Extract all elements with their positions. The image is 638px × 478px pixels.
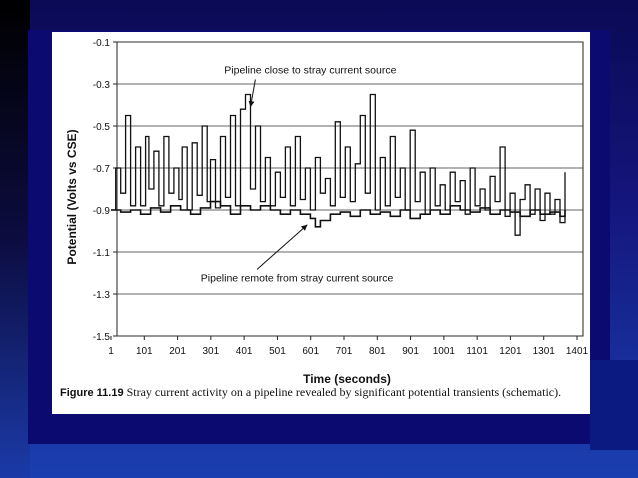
x-tick-label-5: 501 bbox=[269, 346, 286, 357]
y-tick-label-2: -0.5 bbox=[92, 122, 110, 133]
caption-label: Figure 11.19 bbox=[60, 387, 124, 399]
annotation-text-0: Pipeline close to stray current source bbox=[224, 64, 397, 77]
y-tick-label-6: -1.3 bbox=[92, 290, 110, 301]
caption-text: Stray current activity on a pipeline revealed by significant potential transients (schematic). bbox=[123, 385, 562, 399]
y-axis-label: Potential (Volts vs CSE) bbox=[65, 129, 79, 265]
series-line-1 bbox=[111, 202, 565, 227]
x-tick-label-2: 201 bbox=[169, 346, 186, 357]
figure-caption bbox=[60, 386, 585, 400]
x-tick-label-14: 1401 bbox=[565, 346, 589, 357]
y-tick-label-0: -0.1 bbox=[92, 38, 110, 49]
x-tick-label-0: 1 bbox=[108, 346, 114, 357]
y-tick-label-1: -0.3 bbox=[92, 80, 110, 91]
annotation-text-1: Pipeline remote from stray current source bbox=[200, 272, 394, 285]
x-tick-label-7: 701 bbox=[335, 346, 353, 357]
x-tick-label-12: 1201 bbox=[499, 346, 522, 357]
x-tick-label-8: 801 bbox=[368, 346, 386, 357]
x-tick-label-10: 1001 bbox=[432, 346, 455, 357]
x-tick-label-4: 401 bbox=[235, 346, 253, 357]
x-tick-label-11: 1101 bbox=[466, 346, 488, 357]
x-tick-label-1: 101 bbox=[135, 346, 153, 357]
y-tick-label-3: -0.7 bbox=[92, 164, 110, 175]
x-tick-label-13: 1301 bbox=[532, 346, 555, 357]
y-tick-label-7: -1.5 bbox=[92, 332, 110, 343]
x-axis-label: Time (seconds) bbox=[303, 372, 391, 386]
y-tick-label-4: -0.9 bbox=[92, 206, 110, 217]
x-tick-label-3: 301 bbox=[202, 346, 220, 357]
series-layer bbox=[111, 95, 565, 236]
y-tick-label-5: -1.1 bbox=[92, 248, 110, 259]
x-tick-label-9: 901 bbox=[402, 346, 419, 357]
annotation-arrow-1 bbox=[257, 225, 307, 270]
x-tick-label-6: 601 bbox=[302, 346, 320, 357]
